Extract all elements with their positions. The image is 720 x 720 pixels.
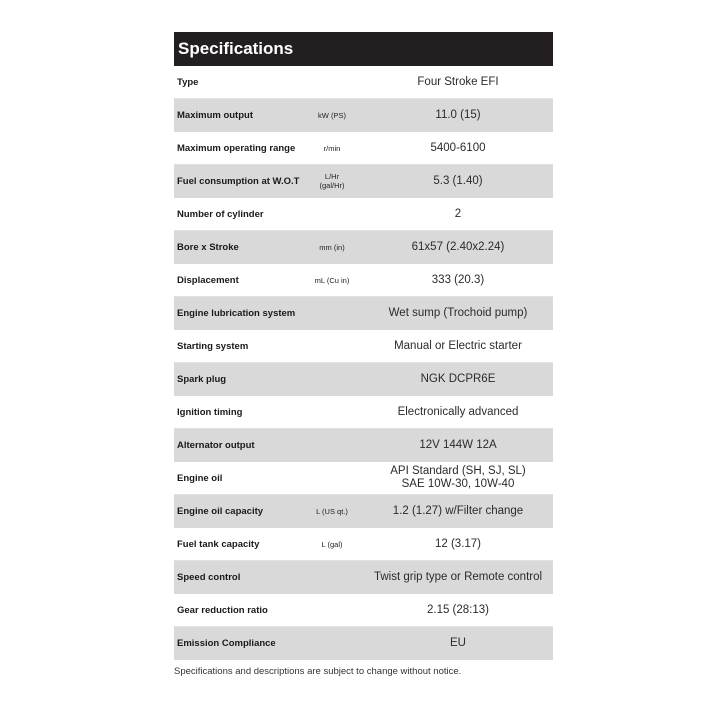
table-row <box>174 231 553 264</box>
spec-label: Fuel tank capacity <box>177 538 260 550</box>
footnote: Specifications and descriptions are subject to change without notice. <box>174 666 462 677</box>
spec-value: 12V 144W 12A <box>419 438 497 451</box>
spec-label: Number of cylinder <box>177 208 264 220</box>
table-row <box>174 165 553 198</box>
spec-value: Manual or Electric starter <box>394 339 522 352</box>
spec-unit <box>300 198 364 230</box>
spec-value: 61x57 (2.40x2.24) <box>411 240 505 253</box>
spec-value: Four Stroke EFI <box>417 75 499 88</box>
page-title: Specifications <box>174 32 553 66</box>
spec-unit: mm (in) <box>319 242 345 252</box>
spec-label: Ignition timing <box>177 406 243 418</box>
spec-unit: L (gal) <box>321 539 343 549</box>
spec-label: Starting system <box>177 340 249 352</box>
spec-label: Engine oil <box>177 472 223 484</box>
spec-value: EU <box>450 636 466 649</box>
spec-unit: L/Hr (gal/Hr) <box>319 172 345 190</box>
table-row <box>174 66 553 99</box>
spec-label: Maximum output <box>177 109 253 121</box>
spec-value: 333 (20.3) <box>431 273 485 286</box>
specifications-sheet <box>174 32 553 677</box>
spec-label: Emission Compliance <box>177 637 276 649</box>
spec-unit: r/min <box>323 143 341 153</box>
spec-unit <box>300 429 364 461</box>
spec-label: Bore x Stroke <box>177 241 239 253</box>
table-row <box>174 594 553 627</box>
spec-label: Engine oil capacity <box>177 505 264 517</box>
spec-value: 1.2 (1.27) w/Filter change <box>392 504 524 517</box>
spec-unit <box>300 561 364 593</box>
table-row <box>174 198 553 231</box>
spec-unit <box>300 66 364 98</box>
table-row <box>174 363 553 396</box>
spec-unit: mL (Cu in) <box>314 275 350 285</box>
spec-unit <box>300 627 364 659</box>
spec-value: 5400-6100 <box>430 141 486 154</box>
table-row <box>174 462 553 495</box>
spec-label: Maximum operating range <box>177 142 296 154</box>
table-row <box>174 264 553 297</box>
spec-unit: L (US qt.) <box>316 506 348 516</box>
spec-label: Alternator output <box>177 439 255 451</box>
table-row <box>174 297 553 330</box>
table-row <box>174 627 553 660</box>
table-row <box>174 132 553 165</box>
spec-unit: kW (PS) <box>318 110 346 120</box>
spec-unit <box>300 462 364 494</box>
table-row <box>174 561 553 594</box>
spec-value: NGK DCPR6E <box>420 372 496 385</box>
table-row <box>174 330 553 363</box>
table-row <box>174 429 553 462</box>
spec-label: Engine lubrication system <box>177 307 296 319</box>
spec-value: API Standard (SH, SJ, SL) SAE 10W-30, 10W-40 <box>390 465 526 490</box>
spec-unit <box>300 297 364 329</box>
spec-unit <box>300 396 364 428</box>
spec-value: Wet sump (Trochoid pump) <box>388 306 528 319</box>
spec-unit <box>300 363 364 395</box>
spec-label: Type <box>177 76 199 88</box>
spec-label: Speed control <box>177 571 241 583</box>
spec-value: Twist grip type or Remote control <box>373 570 543 583</box>
table-row <box>174 99 553 132</box>
spec-unit <box>300 330 364 362</box>
spec-value: Electronically advanced <box>397 405 519 418</box>
spec-label: Gear reduction ratio <box>177 604 268 616</box>
spec-table <box>174 66 553 660</box>
spec-label: Displacement <box>177 274 239 286</box>
spec-label: Spark plug <box>177 373 227 385</box>
spec-value: 2 <box>454 207 462 220</box>
spec-value: 2.15 (28:13) <box>426 603 489 616</box>
spec-value: 11.0 (15) <box>435 108 481 121</box>
spec-value: 12 (3.17) <box>434 537 482 550</box>
spec-label: Fuel consumption at W.O.T <box>177 175 300 187</box>
table-row <box>174 396 553 429</box>
table-row <box>174 495 553 528</box>
table-row <box>174 528 553 561</box>
spec-value: 5.3 (1.40) <box>433 174 483 187</box>
spec-unit <box>300 594 364 626</box>
